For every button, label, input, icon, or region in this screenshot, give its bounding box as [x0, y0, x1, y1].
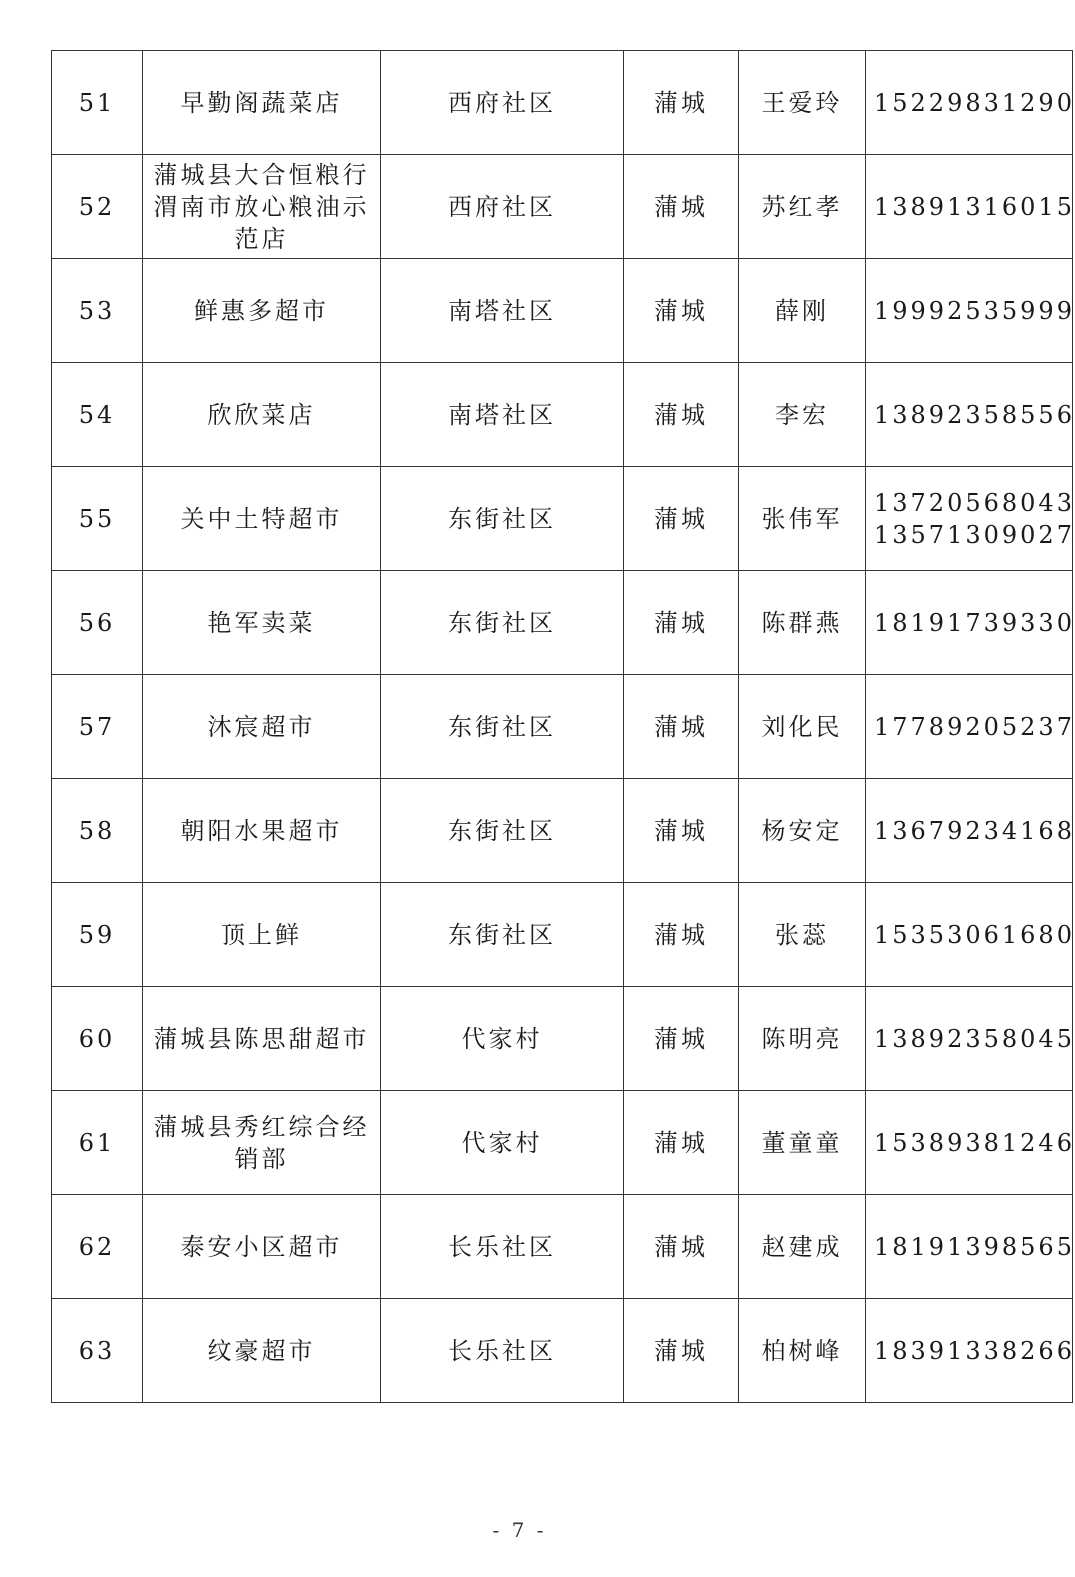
contact-person: 赵建成 [739, 1195, 866, 1299]
community-name: 西府社区 [381, 51, 624, 155]
community-name: 东街社区 [381, 571, 624, 675]
shop-name: 泰安小区超市 [143, 1195, 381, 1299]
area-name: 蒲城 [624, 1091, 739, 1195]
contact-person: 陈明亮 [739, 987, 866, 1091]
contact-person: 张蕊 [739, 883, 866, 987]
community-name: 长乐社区 [381, 1195, 624, 1299]
community-name: 南塔社区 [381, 363, 624, 467]
row-number: 63 [52, 1299, 143, 1403]
shop-name: 纹豪超市 [143, 1299, 381, 1403]
row-number: 52 [52, 155, 143, 259]
phone-number: 13720568043 [874, 488, 1075, 517]
shop-name: 顶上鲜 [143, 883, 381, 987]
table-row [52, 1195, 1073, 1299]
phone-number: 15229831290 [874, 88, 1075, 117]
shop-name: 早勤阁蔬菜店 [143, 51, 381, 155]
area-name: 蒲城 [624, 51, 739, 155]
phone-cell [866, 675, 1073, 779]
contact-person: 王爱玲 [739, 51, 866, 155]
area-name: 蒲城 [624, 155, 739, 259]
area-name: 蒲城 [624, 987, 739, 1091]
community-name: 代家村 [381, 987, 624, 1091]
phone-cell [866, 1195, 1073, 1299]
phone-cell [866, 987, 1073, 1091]
contact-person: 杨安定 [739, 779, 866, 883]
table-row [52, 363, 1073, 467]
area-name: 蒲城 [624, 1195, 739, 1299]
row-number: 55 [52, 467, 143, 571]
shop-list-table [51, 50, 1073, 1403]
row-number: 57 [52, 675, 143, 779]
page-number: - 7 - [492, 1518, 547, 1542]
table-row [52, 1091, 1073, 1195]
shop-name: 关中土特超市 [143, 467, 381, 571]
area-name: 蒲城 [624, 883, 739, 987]
row-number: 54 [52, 363, 143, 467]
shop-list-body [52, 51, 1073, 1403]
area-name: 蒲城 [624, 467, 739, 571]
phone-cell [866, 155, 1073, 259]
community-name: 代家村 [381, 1091, 624, 1195]
phone-cell [866, 259, 1073, 363]
contact-person: 薛刚 [739, 259, 866, 363]
community-name: 东街社区 [381, 467, 624, 571]
phone-number: 18191739330 [874, 608, 1075, 637]
contact-person: 陈群燕 [739, 571, 866, 675]
area-name: 蒲城 [624, 675, 739, 779]
row-number: 56 [52, 571, 143, 675]
area-name: 蒲城 [624, 363, 739, 467]
phone-number: 13891316015 [874, 192, 1075, 221]
contact-person: 董童童 [739, 1091, 866, 1195]
phone-number: 17789205237 [874, 712, 1075, 741]
table-row [52, 987, 1073, 1091]
area-name: 蒲城 [624, 779, 739, 883]
shop-name: 艳军卖菜 [143, 571, 381, 675]
shop-name: 朝阳水果超市 [143, 779, 381, 883]
phone-number: 15389381246 [874, 1128, 1075, 1157]
table-row [52, 51, 1073, 155]
phone-number: 13679234168 [874, 816, 1075, 845]
area-name: 蒲城 [624, 259, 739, 363]
area-name: 蒲城 [624, 571, 739, 675]
row-number: 62 [52, 1195, 143, 1299]
contact-person: 张伟军 [739, 467, 866, 571]
table-row [52, 155, 1073, 259]
row-number: 58 [52, 779, 143, 883]
phone-cell [866, 1299, 1073, 1403]
shop-name: 沐宸超市 [143, 675, 381, 779]
shop-name: 蒲城县大合恒粮行渭南市放心粮油示范店 [143, 155, 381, 259]
table-row [52, 779, 1073, 883]
community-name: 西府社区 [381, 155, 624, 259]
table-row [52, 1299, 1073, 1403]
phone-cell [866, 51, 1073, 155]
table-row [52, 571, 1073, 675]
contact-person: 李宏 [739, 363, 866, 467]
phone-number: 18391338266 [874, 1336, 1075, 1365]
community-name: 长乐社区 [381, 1299, 624, 1403]
phone-cell [866, 883, 1073, 987]
table-row [52, 883, 1073, 987]
row-number: 59 [52, 883, 143, 987]
contact-person: 柏树峰 [739, 1299, 866, 1403]
shop-name: 鲜惠多超市 [143, 259, 381, 363]
community-name: 东街社区 [381, 883, 624, 987]
community-name: 南塔社区 [381, 259, 624, 363]
phone-number: 13892358045 [874, 1024, 1075, 1053]
community-name: 东街社区 [381, 675, 624, 779]
phone-cell [866, 571, 1073, 675]
row-number: 61 [52, 1091, 143, 1195]
shop-name: 欣欣菜店 [143, 363, 381, 467]
phone-number: 13892358556 [874, 400, 1075, 429]
phone-cell [866, 779, 1073, 883]
community-name: 东街社区 [381, 779, 624, 883]
table-row [52, 259, 1073, 363]
contact-person: 刘化民 [739, 675, 866, 779]
phone-cell [866, 363, 1073, 467]
shop-name: 蒲城县陈思甜超市 [143, 987, 381, 1091]
table-row [52, 467, 1073, 571]
shop-name: 蒲城县秀红综合经销部 [143, 1091, 381, 1195]
table-row [52, 675, 1073, 779]
contact-person: 苏红孝 [739, 155, 866, 259]
area-name: 蒲城 [624, 1299, 739, 1403]
phone-number: 15353061680 [874, 920, 1075, 949]
phone-number: 19992535999 [874, 296, 1075, 325]
row-number: 51 [52, 51, 143, 155]
row-number: 60 [52, 987, 143, 1091]
phone-cell [866, 1091, 1073, 1195]
phone-cell [866, 467, 1073, 571]
phone-number: 13571309027 [874, 520, 1075, 549]
phone-number: 18191398565 [874, 1232, 1075, 1261]
row-number: 53 [52, 259, 143, 363]
